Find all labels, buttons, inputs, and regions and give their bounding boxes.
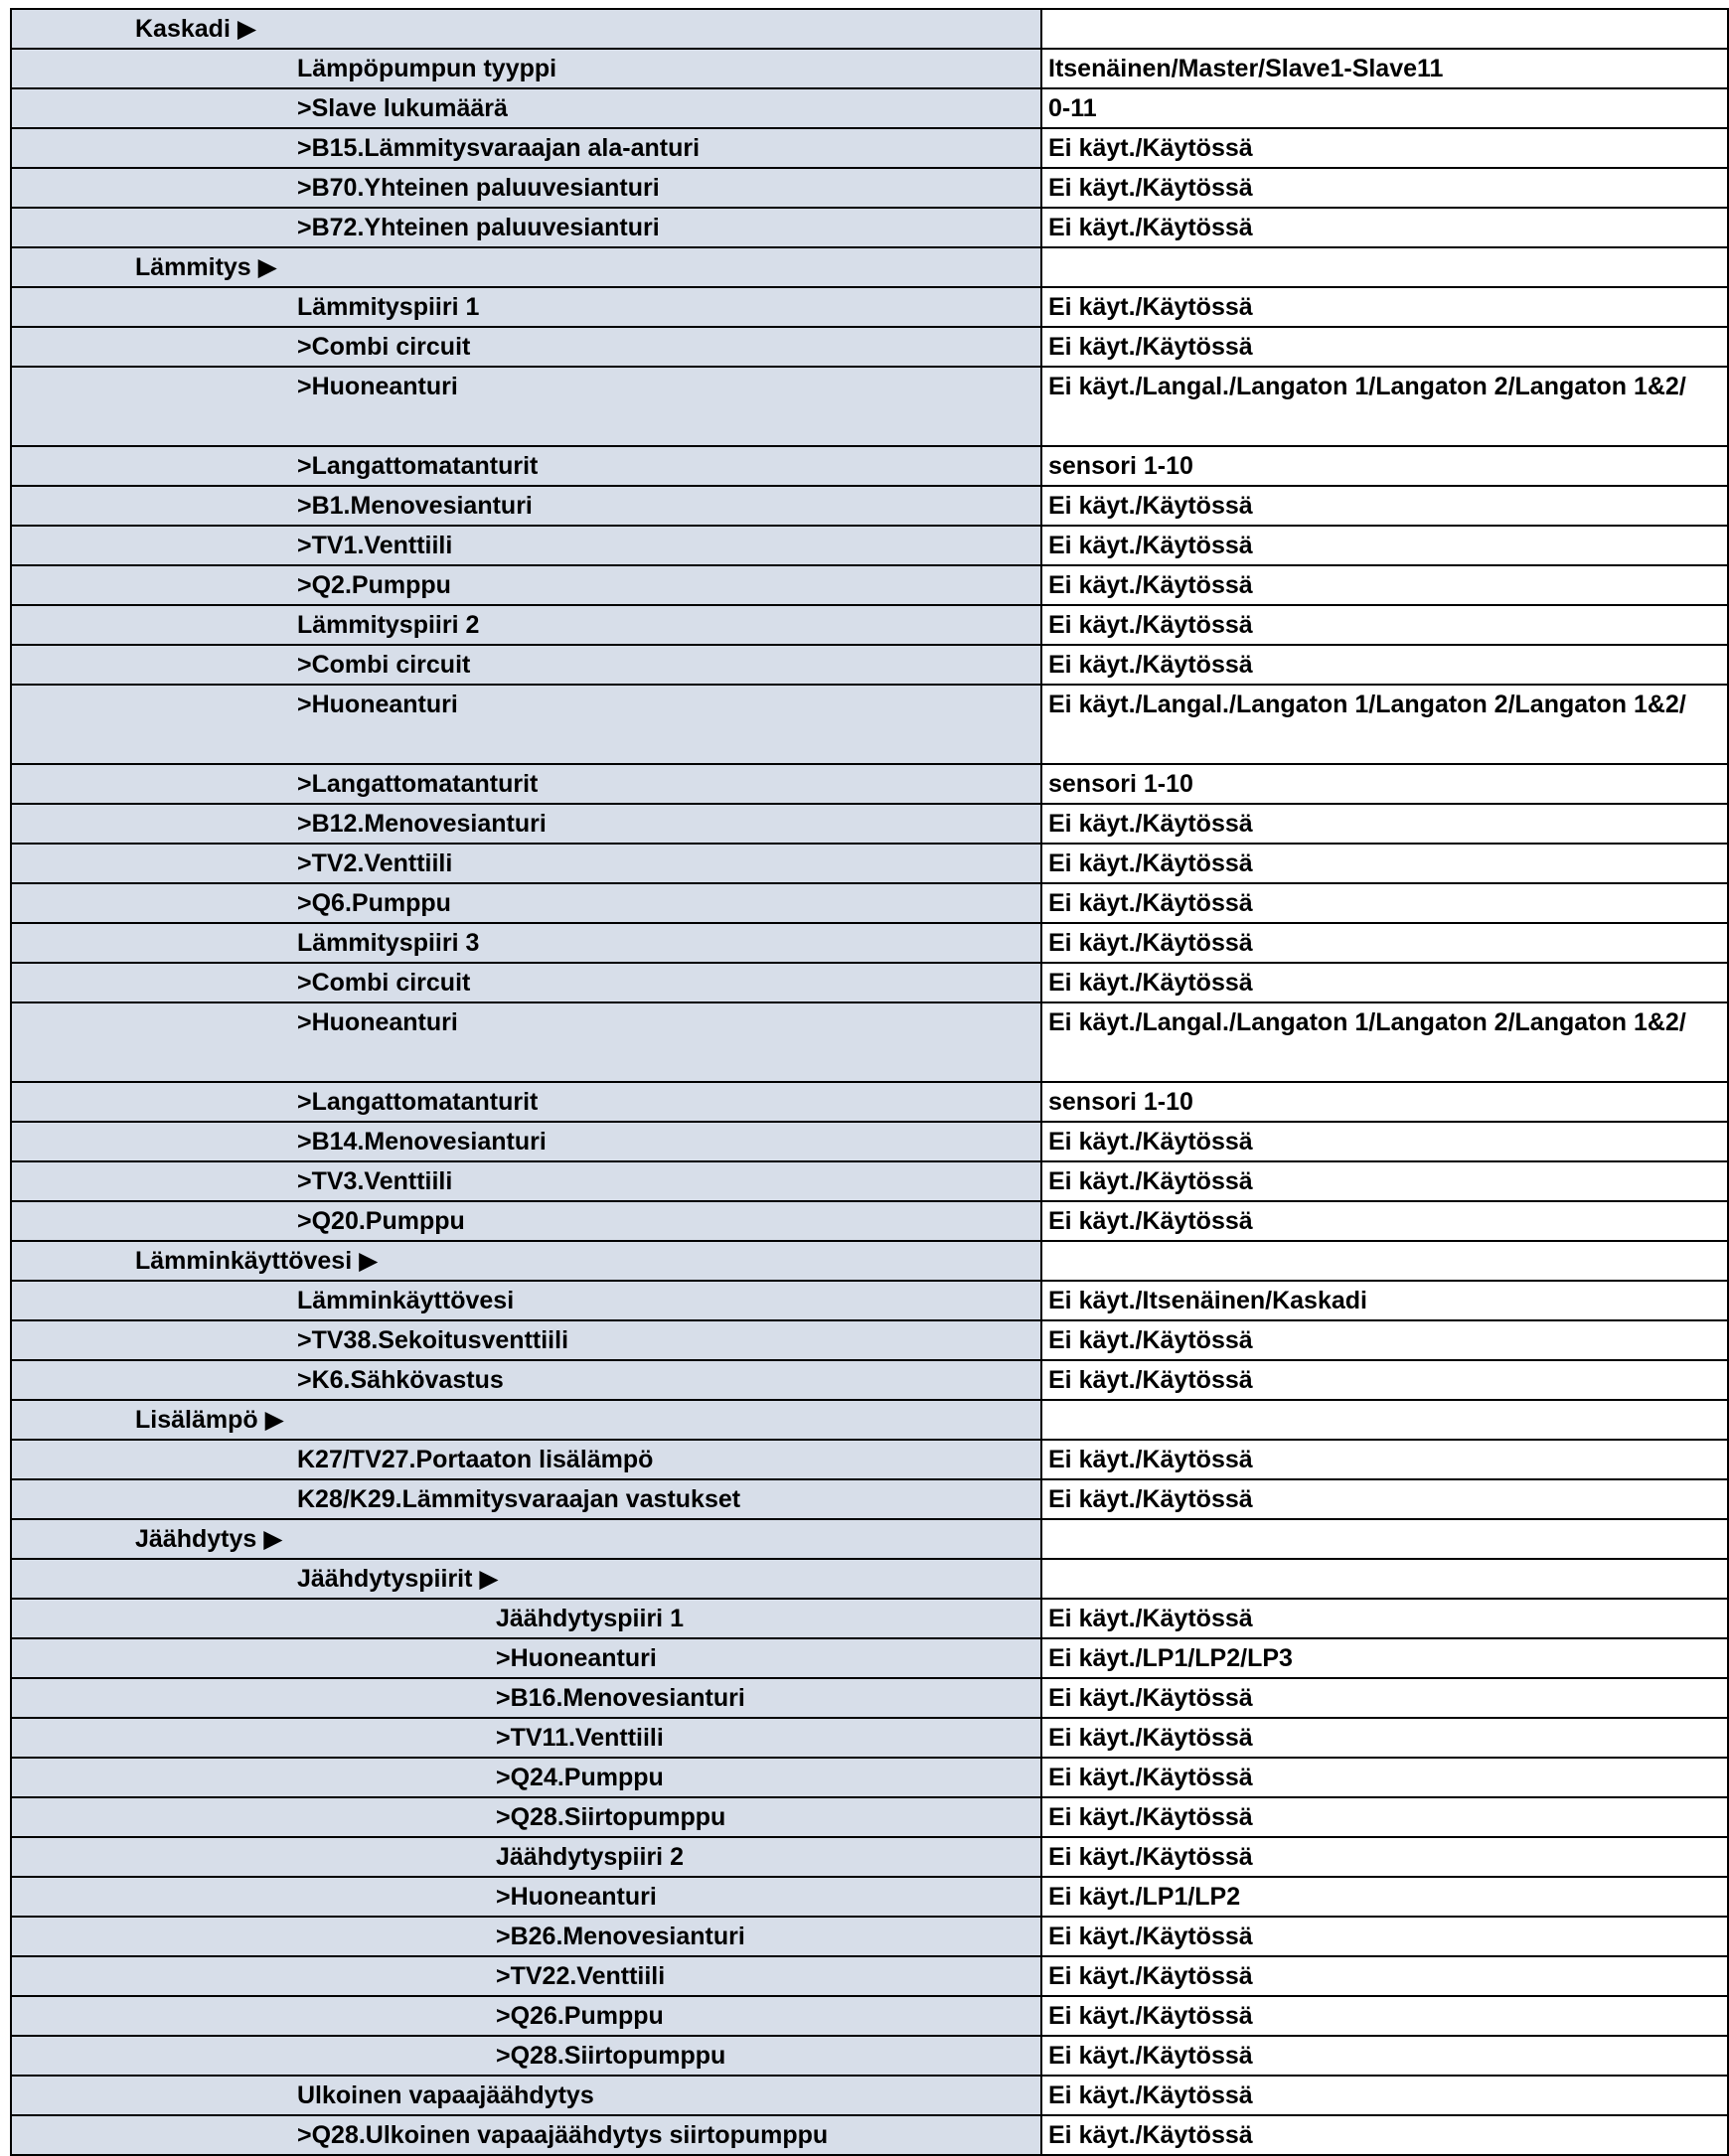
- settings-table: [10, 8, 1729, 2156]
- table-row: [11, 1281, 1728, 1320]
- setting-name-cell: >TV2.Venttiili: [11, 844, 1041, 883]
- table-row: [11, 1360, 1728, 1400]
- setting-value-cell: Ei käyt./Käytössä: [1041, 645, 1728, 685]
- setting-name-cell: >Q28.Siirtopumppu: [11, 1797, 1041, 1837]
- setting-name-cell: >TV22.Venttiili: [11, 1956, 1041, 1996]
- table-row: [11, 1519, 1728, 1559]
- setting-name-cell: >Slave lukumäärä: [11, 88, 1041, 128]
- setting-name-cell: >Q2.Pumppu: [11, 565, 1041, 605]
- setting-name-cell: >Huoneanturi: [11, 367, 1041, 446]
- setting-name-cell: Lämmityspiiri 1: [11, 287, 1041, 327]
- setting-value-cell: sensori 1-10: [1041, 1082, 1728, 1122]
- table-row: [11, 1599, 1728, 1638]
- table-row: [11, 1201, 1728, 1241]
- table-row: [11, 1837, 1728, 1877]
- setting-value-cell: Ei käyt./Käytössä: [1041, 1161, 1728, 1201]
- setting-value-cell: sensori 1-10: [1041, 446, 1728, 486]
- table-row: [11, 1996, 1728, 2036]
- setting-name-cell: >B14.Menovesianturi: [11, 1122, 1041, 1161]
- setting-name-cell: >Huoneanturi: [11, 1877, 1041, 1917]
- setting-name-cell: >Combi circuit: [11, 645, 1041, 685]
- setting-name-cell: >Langattomatanturit: [11, 1082, 1041, 1122]
- setting-value-cell: Ei käyt./Käytössä: [1041, 883, 1728, 923]
- table-row: [11, 1440, 1728, 1479]
- setting-value-cell: Ei käyt./Käytössä: [1041, 327, 1728, 367]
- setting-value-cell: Ei käyt./LP1/LP2/LP3: [1041, 1638, 1728, 1678]
- table-row: [11, 804, 1728, 844]
- setting-value-cell: Ei käyt./Käytössä: [1041, 1201, 1728, 1241]
- setting-value-cell: Ei käyt./Käytössä: [1041, 923, 1728, 963]
- table-row: [11, 1320, 1728, 1360]
- setting-name-cell: K28/K29.Lämmitysvaraajan vastukset: [11, 1479, 1041, 1519]
- settings-table-body: [11, 9, 1728, 2155]
- table-row: [11, 1877, 1728, 1917]
- setting-value-cell: Ei käyt./Käytössä: [1041, 565, 1728, 605]
- setting-name-cell: Lämpöpumpun tyyppi: [11, 49, 1041, 88]
- setting-value-cell: Ei käyt./Käytössä: [1041, 128, 1728, 168]
- setting-name-cell: Lämmityspiiri 3: [11, 923, 1041, 963]
- table-row: [11, 526, 1728, 565]
- table-row: [11, 1161, 1728, 1201]
- section-header-cell: Lämmitys ▶: [11, 247, 1041, 287]
- table-row: [11, 1758, 1728, 1797]
- setting-value-cell: Ei käyt./Käytössä: [1041, 2036, 1728, 2076]
- table-row: [11, 327, 1728, 367]
- setting-name-cell: >TV11.Venttiili: [11, 1718, 1041, 1758]
- setting-value-cell: Ei käyt./Käytössä: [1041, 1956, 1728, 1996]
- setting-value-cell: Ei käyt./Käytössä: [1041, 1678, 1728, 1718]
- setting-value-cell: Itsenäinen/Master/Slave1-Slave11: [1041, 49, 1728, 88]
- setting-name-cell: Lämmityspiiri 2: [11, 605, 1041, 645]
- table-row: [11, 1479, 1728, 1519]
- setting-value-cell: Ei käyt./LP1/LP2: [1041, 1877, 1728, 1917]
- setting-value-cell: Ei käyt./Käytössä: [1041, 1718, 1728, 1758]
- setting-name-cell: >Combi circuit: [11, 327, 1041, 367]
- table-row: [11, 88, 1728, 128]
- setting-name-cell: >Combi circuit: [11, 963, 1041, 1002]
- table-row: [11, 2076, 1728, 2115]
- setting-value-cell: Ei käyt./Käytössä: [1041, 2076, 1728, 2115]
- setting-value-cell: Ei käyt./Käytössä: [1041, 844, 1728, 883]
- table-row: [11, 1002, 1728, 1082]
- setting-name-cell: >B1.Menovesianturi: [11, 486, 1041, 526]
- setting-name-cell: >Langattomatanturit: [11, 446, 1041, 486]
- table-row: [11, 764, 1728, 804]
- setting-name-cell: >Q26.Pumppu: [11, 1996, 1041, 2036]
- table-row: [11, 1241, 1728, 1281]
- setting-name-cell: >Huoneanturi: [11, 1638, 1041, 1678]
- setting-name-cell: >TV38.Sekoitusventtiili: [11, 1320, 1041, 1360]
- setting-value-cell: Ei käyt./Käytössä: [1041, 1122, 1728, 1161]
- setting-value-cell: Ei käyt./Käytössä: [1041, 486, 1728, 526]
- table-row: [11, 9, 1728, 49]
- setting-value-cell: [1041, 9, 1728, 49]
- setting-value-cell: Ei käyt./Käytössä: [1041, 963, 1728, 1002]
- setting-name-cell: >TV3.Venttiili: [11, 1161, 1041, 1201]
- setting-name-cell: >B15.Lämmitysvaraajan ala-anturi: [11, 128, 1041, 168]
- table-row: [11, 1559, 1728, 1599]
- setting-value-cell: Ei käyt./Käytössä: [1041, 1360, 1728, 1400]
- table-row: [11, 1678, 1728, 1718]
- table-row: [11, 446, 1728, 486]
- table-row: [11, 2036, 1728, 2076]
- section-header-cell: Lisälämpö ▶: [11, 1400, 1041, 1440]
- setting-value-cell: [1041, 1559, 1728, 1599]
- setting-value-cell: Ei käyt./Langal./Langaton 1/Langaton 2/Langaton 1&2/: [1041, 685, 1728, 764]
- table-row: [11, 844, 1728, 883]
- table-row: [11, 605, 1728, 645]
- setting-name-cell: >B70.Yhteinen paluuvesianturi: [11, 168, 1041, 208]
- setting-value-cell: 0-11: [1041, 88, 1728, 128]
- setting-name-cell: Jäähdytyspiiri 2: [11, 1837, 1041, 1877]
- table-row: [11, 168, 1728, 208]
- table-row: [11, 1956, 1728, 1996]
- setting-value-cell: Ei käyt./Käytössä: [1041, 2115, 1728, 2155]
- setting-value-cell: Ei käyt./Käytössä: [1041, 1599, 1728, 1638]
- table-row: [11, 247, 1728, 287]
- setting-name-cell: >Huoneanturi: [11, 685, 1041, 764]
- setting-value-cell: Ei käyt./Käytössä: [1041, 605, 1728, 645]
- setting-value-cell: Ei käyt./Käytössä: [1041, 526, 1728, 565]
- setting-name-cell: Lämminkäyttövesi: [11, 1281, 1041, 1320]
- setting-name-cell: >B12.Menovesianturi: [11, 804, 1041, 844]
- setting-name-cell: >TV1.Venttiili: [11, 526, 1041, 565]
- setting-value-cell: Ei käyt./Langal./Langaton 1/Langaton 2/Langaton 1&2/: [1041, 367, 1728, 446]
- setting-value-cell: Ei käyt./Käytössä: [1041, 1917, 1728, 1956]
- setting-name-cell: >Langattomatanturit: [11, 764, 1041, 804]
- setting-value-cell: Ei käyt./Käytössä: [1041, 1758, 1728, 1797]
- setting-name-cell: >Q28.Ulkoinen vapaajäähdytys siirtopumppu: [11, 2115, 1041, 2155]
- table-row: [11, 963, 1728, 1002]
- setting-name-cell: Ulkoinen vapaajäähdytys: [11, 2076, 1041, 2115]
- setting-value-cell: [1041, 1241, 1728, 1281]
- setting-value-cell: Ei käyt./Käytössä: [1041, 168, 1728, 208]
- setting-name-cell: >Huoneanturi: [11, 1002, 1041, 1082]
- setting-name-cell: >B16.Menovesianturi: [11, 1678, 1041, 1718]
- setting-value-cell: Ei käyt./Langal./Langaton 1/Langaton 2/Langaton 1&2/: [1041, 1002, 1728, 1082]
- table-row: [11, 49, 1728, 88]
- setting-name-cell: >B72.Yhteinen paluuvesianturi: [11, 208, 1041, 247]
- table-row: [11, 1797, 1728, 1837]
- setting-value-cell: Ei käyt./Käytössä: [1041, 1837, 1728, 1877]
- section-header-cell: Kaskadi ▶: [11, 9, 1041, 49]
- table-row: [11, 2115, 1728, 2155]
- table-row: [11, 367, 1728, 446]
- table-row: [11, 1917, 1728, 1956]
- table-row: [11, 565, 1728, 605]
- setting-name-cell: >K6.Sähkövastus: [11, 1360, 1041, 1400]
- setting-value-cell: Ei käyt./Käytössä: [1041, 1320, 1728, 1360]
- setting-value-cell: Ei käyt./Käytössä: [1041, 1797, 1728, 1837]
- table-row: [11, 1122, 1728, 1161]
- setting-value-cell: Ei käyt./Käytössä: [1041, 287, 1728, 327]
- table-row: [11, 287, 1728, 327]
- table-row: [11, 645, 1728, 685]
- setting-value-cell: [1041, 1400, 1728, 1440]
- setting-value-cell: Ei käyt./Itsenäinen/Kaskadi: [1041, 1281, 1728, 1320]
- table-row: [11, 1638, 1728, 1678]
- setting-value-cell: Ei käyt./Käytössä: [1041, 1479, 1728, 1519]
- table-row: [11, 128, 1728, 168]
- setting-value-cell: Ei käyt./Käytössä: [1041, 208, 1728, 247]
- setting-value-cell: Ei käyt./Käytössä: [1041, 1440, 1728, 1479]
- section-header-cell: Jäähdytys ▶: [11, 1519, 1041, 1559]
- setting-value-cell: Ei käyt./Käytössä: [1041, 1996, 1728, 2036]
- table-row: [11, 208, 1728, 247]
- setting-name-cell: >B26.Menovesianturi: [11, 1917, 1041, 1956]
- setting-name-cell: >Q6.Pumppu: [11, 883, 1041, 923]
- setting-name-cell: >Q28.Siirtopumppu: [11, 2036, 1041, 2076]
- table-row: [11, 1082, 1728, 1122]
- setting-name-cell: Jäähdytyspiirit ▶: [11, 1559, 1041, 1599]
- table-row: [11, 883, 1728, 923]
- table-row: [11, 1718, 1728, 1758]
- setting-value-cell: Ei käyt./Käytössä: [1041, 804, 1728, 844]
- setting-value-cell: sensori 1-10: [1041, 764, 1728, 804]
- setting-name-cell: Jäähdytyspiiri 1: [11, 1599, 1041, 1638]
- setting-name-cell: K27/TV27.Portaaton lisälämpö: [11, 1440, 1041, 1479]
- setting-value-cell: [1041, 1519, 1728, 1559]
- section-header-cell: Lämminkäyttövesi ▶: [11, 1241, 1041, 1281]
- table-row: [11, 923, 1728, 963]
- setting-name-cell: >Q24.Pumppu: [11, 1758, 1041, 1797]
- table-row: [11, 685, 1728, 764]
- setting-value-cell: [1041, 247, 1728, 287]
- table-row: [11, 1400, 1728, 1440]
- table-row: [11, 486, 1728, 526]
- setting-name-cell: >Q20.Pumppu: [11, 1201, 1041, 1241]
